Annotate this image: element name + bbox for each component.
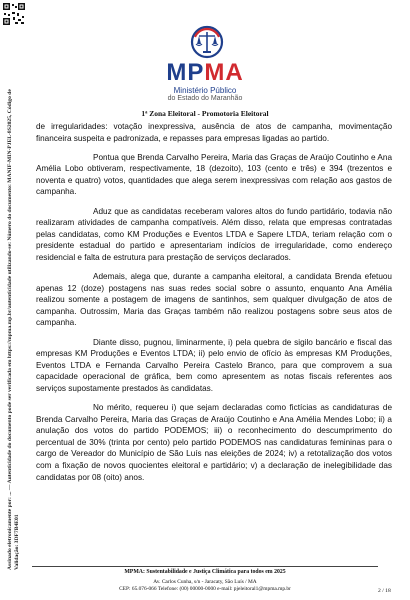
paragraph-2: Pontua que Brenda Carvalho Pereira, Maria das Graças de Araújo Coutinho e Ana Amélia Lobo obtiveram, respectivamente, 18 (dezoito), 103 (cento e três) e 394 (trezentos e noventa e quatro) votos, quantidades que alega serem inexpressivas com relação aos gastos de campanha. [36,152,392,197]
zone-title: 1ª Zona Eleitoral - Promotoria Eleitoral [141,109,269,118]
footer-divider [32,566,378,567]
footer-address: Av. Carlos Cunha, s/n - Jaracaty, São Luís / MA [153,579,257,585]
page-number: 2 / 18 [378,588,391,594]
document-body [36,121,392,491]
paragraph-6: No mérito, requereu i) que sejam declaradas como fictícias as candidaturas de Brenda Carvalho Pereira, Maria das Graças de Araújo Coutinho e Ana Amélia Mendes Lobo; ii) a anulação dos votos do partido PODEMOS; iii) o reconhecimento do descumprimento do percentual de 30% (trinta por cento) pelo partido PODEMOS nas candidaturas femininas para o cargo de Vereador do Município de São Luís nas eleições de 2024; iv) a retotalização dos votos com a fixação de novos quocientes eleitoral e partidário; v) a declaração de inelegibilidade das candidatas por 08 (oito) anos. [36,402,392,482]
org-state: do Estado do Maranhão [167,95,243,102]
paragraph-3: Aduz que as candidatas receberam valores altos do fundo partidário, todavia não realizaram atividades de campanha compatíveis. Além disso, relata que empresas contratadas pelas candidatas, como KM Produções e Eventos LTDA e Sapere LTDA, teriam relação com o presidente estadual do partido e apresentariam indícios de irregularidade, como endereço residencial e falta de estrutura para prestação de serviços declarados. [36,206,392,262]
sidebar-line-2: Validação: 3DF7B4E01 [14,514,20,570]
footer-contact: CEP: 65.076-066 Telefone: (00) 00000-0000 e-mail: pjeleitoral1@mpma.mp.br [119,586,291,592]
org-name: Ministério Público [173,86,237,95]
paragraph-1: de irregularidades: votação inexpressiva, ausência de atos de campanha, movimentação financeira suspeita e padronizada, e repasses para empresas ligadas ao partido. [36,122,392,143]
authenticity-sidebar [4,70,26,570]
footer-slogan: MPMA: Sustentabilidade e Justiça Climática para todos em 2025 [124,569,286,575]
qr-code-icon [3,3,25,25]
brand-logo [0,59,410,87]
brand-mp: MP [166,59,205,86]
paragraph-5: Diante disso, pugnou, liminarmente, i) pela quebra de sigilo bancário e fiscal das empresas KM Produções e Eventos LTDA; ii) pelo envio de ofício às empresas KM Produções, Eventos LTDA e Fernanda Carvalho Pereira Castelo Branco, para que comprovem a sua capacidade operacional de gráfica, bem como apresentem as notas fiscais referentes aos serviços supostamente prestados às candidatas. [36,337,392,393]
sidebar-line-1: Assinado eletronicamente por: ... — Autenticidade do documento pode ser verificada em https://mpma.mp.br/autenticidade utilizando-se: Número do documento: MANIF-MIN-PJEL-8S2025, Código de [7,89,13,570]
scales-of-justice-icon [190,25,224,61]
brand-ma: MA [204,59,244,86]
paragraph-4: Ademais, alega que, durante a campanha eleitoral, a candidata Brenda efetuou apenas 12 (doze) postagens nas suas redes social sobre o assunto, enquanto Ana Amélia realizou somente a postagem de imagens de santinhos, sem qualquer divulgação de atos de campanha. Outrossim, Maria das Graças também não realizou postagens sobre seus atos de campanha. [36,272,392,328]
